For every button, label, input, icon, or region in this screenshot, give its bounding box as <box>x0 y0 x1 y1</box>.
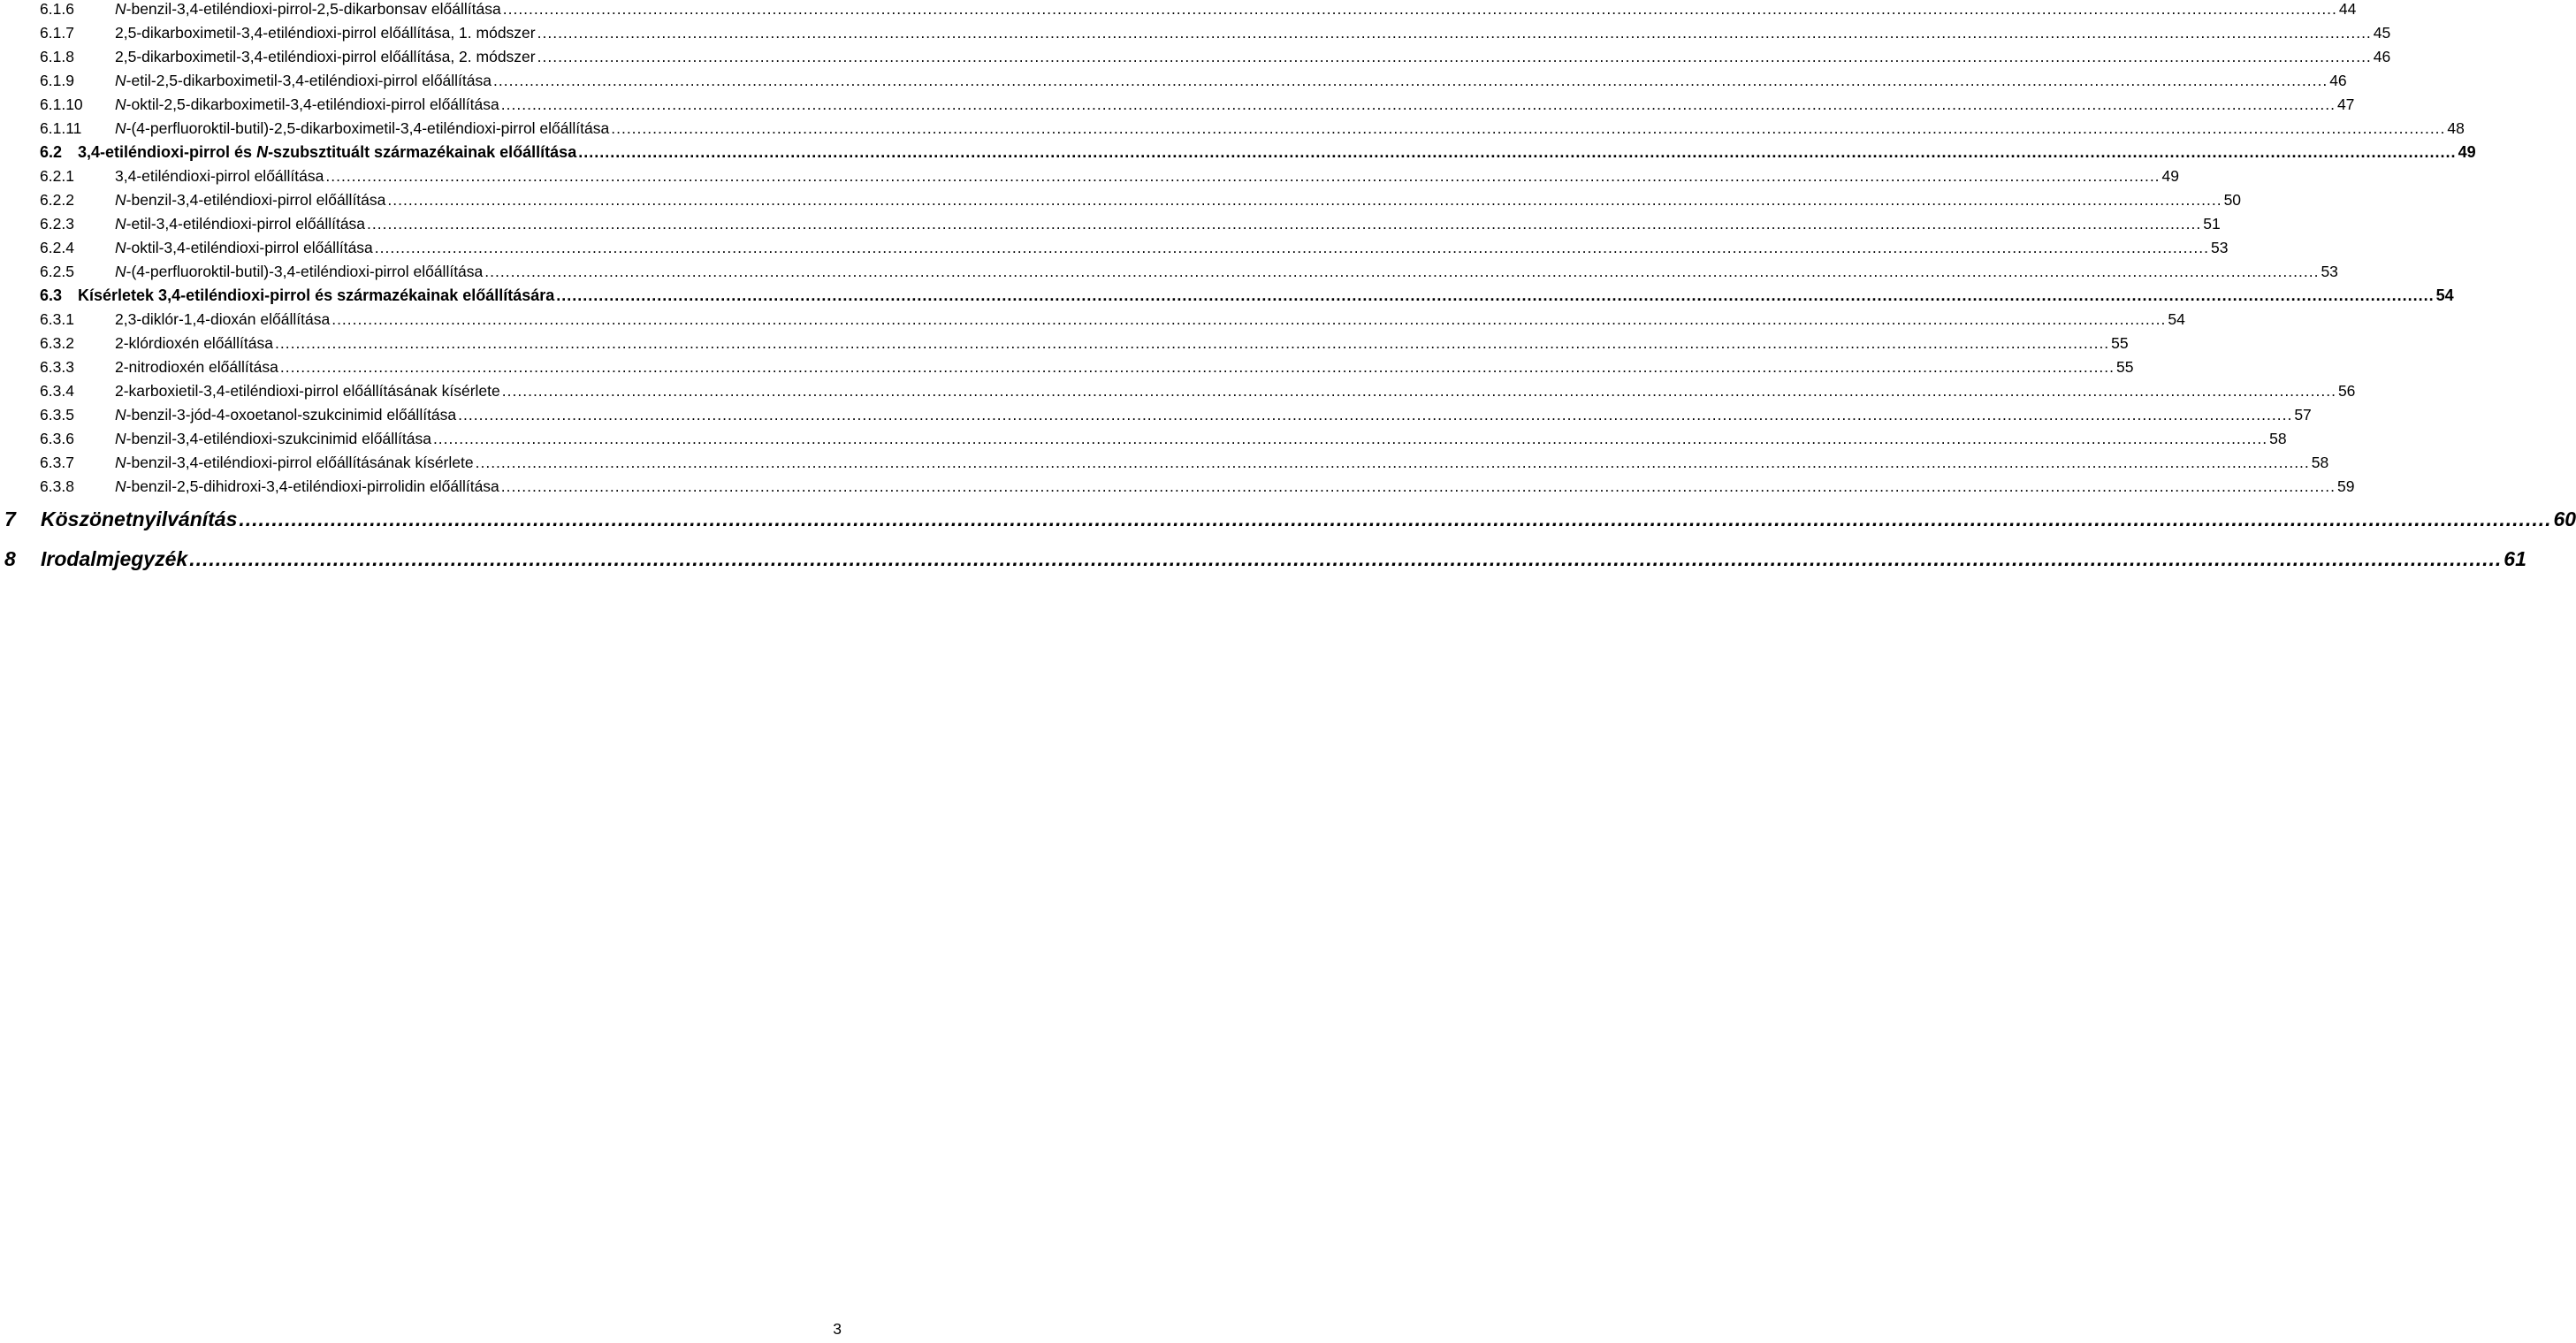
toc-entry-title: N-etil-2,5-dikarboximetil-3,4-etiléndioxi-pirrol előállítása <box>115 72 492 89</box>
dot-leader <box>484 263 2319 281</box>
toc-entry-page: 46 <box>2329 72 2347 89</box>
toc-entry-6-3-3[interactable] <box>0 358 2134 382</box>
toc-entry-6-3-6[interactable] <box>0 430 2287 454</box>
toc-entry-page: 53 <box>2321 263 2338 280</box>
toc-entry-page: 50 <box>2223 191 2242 209</box>
toc-entry-6-3-4[interactable] <box>0 382 2356 406</box>
toc-entry-6-1-10[interactable] <box>0 95 2355 119</box>
toc-entry-6-2-4[interactable] <box>0 239 2229 263</box>
toc-entry-page: 49 <box>2458 143 2476 161</box>
toc-entry-number: 6.1.9 <box>40 72 74 89</box>
toc-entry-7[interactable] <box>0 507 2576 538</box>
dot-leader <box>611 119 2445 138</box>
dot-leader <box>556 286 2434 305</box>
toc-entry-title: N-benzil-3,4-etiléndioxi-pirrol előállítása <box>115 191 386 209</box>
dot-leader <box>537 24 2372 42</box>
toc-entry-6-2[interactable] <box>0 143 2476 167</box>
toc-entry-title: Köszönetnyilvánítás <box>41 507 238 530</box>
toc-entry-title: N-oktil-2,5-dikarboximetil-3,4-etiléndioxi-pirrol előállítása <box>115 95 499 113</box>
dot-leader <box>501 95 2336 114</box>
toc-entry-number: 6.2.2 <box>40 191 74 209</box>
toc-entry-page: 49 <box>2161 167 2180 185</box>
toc-entry-title: 3,4-etiléndioxi-pirrol és N-szubsztituált származékainak előállítása <box>78 143 577 161</box>
toc-entry-page: 60 <box>2553 507 2576 530</box>
toc-entry-6-1-11[interactable] <box>0 119 2465 143</box>
dot-leader <box>502 382 2336 401</box>
toc-entry-6-1-7[interactable] <box>0 24 2391 48</box>
toc-entry-page: 53 <box>2210 239 2229 256</box>
toc-entry-page: 58 <box>2311 454 2329 471</box>
toc-entry-title: 2-karboxietil-3,4-etiléndioxi-pirrol előállításának kísérlete <box>115 382 500 400</box>
toc-entry-title: N-(4-perfluoroktil-butil)-3,4-etiléndioxi-pirrol előállítása <box>115 263 484 280</box>
toc-entry-title: 2-klórdioxén előállítása <box>115 334 273 352</box>
toc-entry-title: 2,5-dikarboximetil-3,4-etiléndioxi-pirrol előállítása, 1. módszer <box>115 24 536 42</box>
toc-entry-number: 6.3 <box>40 286 63 304</box>
toc-entry-number: 6.2.4 <box>40 239 74 256</box>
toc-entry-title: 2-nitrodioxén előállítása <box>115 358 278 376</box>
toc-entry-title: 3,4-etiléndioxi-pirrol előállítása <box>115 167 324 185</box>
toc-entry-6-3-7[interactable] <box>0 454 2329 477</box>
toc-entry-number: 6.3.2 <box>40 334 74 352</box>
toc-entry-page: 55 <box>2116 358 2134 376</box>
dot-leader <box>387 191 2222 210</box>
toc-entry-title: Irodalmjegyzék <box>41 547 188 570</box>
toc-entry-number: 6.1.7 <box>40 24 74 42</box>
toc-entry-title: 2,3-diklór-1,4-dioxán előállítása <box>115 310 331 328</box>
dot-leader <box>280 358 2115 377</box>
toc-entry-8[interactable] <box>0 547 2526 578</box>
dot-leader <box>493 72 2328 90</box>
dot-leader <box>189 547 2502 571</box>
toc-entry-6-2-2[interactable] <box>0 191 2242 215</box>
toc-entry-number: 6.2 <box>40 143 63 161</box>
dot-leader <box>503 0 2337 19</box>
toc-entry-title: 2,5-dikarboximetil-3,4-etiléndioxi-pirrol előállítása, 2. módszer <box>115 48 536 65</box>
toc-entry-6-3-5[interactable] <box>0 406 2312 430</box>
toc-entry-page: 59 <box>2336 477 2355 495</box>
table-of-contents <box>0 0 2576 578</box>
toc-entry-number: 6.1.11 <box>40 119 82 137</box>
dot-leader <box>458 406 2292 424</box>
toc-entry-number: 6.1.8 <box>40 48 74 65</box>
toc-entry-number: 8 <box>4 547 16 570</box>
dot-leader <box>501 477 2336 496</box>
toc-entry-6-1-9[interactable] <box>0 72 2347 95</box>
toc-entry-number: 6.3.6 <box>40 430 74 447</box>
toc-entry-number: 6.3.8 <box>40 477 74 495</box>
toc-entry-page: 46 <box>2373 48 2391 65</box>
dot-leader <box>239 507 2551 531</box>
toc-entry-title: N-benzil-2,5-dihidroxi-3,4-etiléndioxi-pirrolidin előállítása <box>115 477 499 495</box>
toc-entry-page: 54 <box>2168 310 2185 328</box>
toc-entry-title: Kísérletek 3,4-etiléndioxi-pirrol és származékainak előállítására <box>78 286 555 304</box>
dot-leader <box>367 215 2201 233</box>
toc-entry-page: 48 <box>2447 119 2465 137</box>
dot-leader <box>433 430 2267 448</box>
spacer <box>0 538 849 547</box>
toc-entry-page: 55 <box>2111 334 2129 352</box>
toc-entry-number: 6.3.1 <box>40 310 74 328</box>
page-number: 3 <box>833 1320 842 1338</box>
toc-entry-page: 47 <box>2336 95 2355 113</box>
toc-entry-number: 6.3.7 <box>40 454 74 471</box>
dot-leader <box>275 334 2109 353</box>
dot-leader <box>332 310 2166 329</box>
dot-leader <box>537 48 2372 66</box>
toc-entry-title: N-benzil-3,4-etiléndioxi-pirrol-2,5-dikarbonsav előállítása <box>115 0 501 18</box>
dot-leader <box>325 167 2160 186</box>
toc-entry-title: N-(4-perfluoroktil-butil)-2,5-dikarboximetil-3,4-etiléndioxi-pirrol előállítása <box>115 119 610 137</box>
toc-entry-6-3[interactable] <box>0 286 2454 310</box>
toc-entry-page: 56 <box>2337 382 2356 400</box>
toc-entry-page: 44 <box>2338 0 2357 18</box>
toc-entry-number: 6.3.4 <box>40 382 74 400</box>
toc-entry-6-2-1[interactable] <box>0 167 2180 191</box>
dot-leader <box>375 239 2209 257</box>
toc-entry-number: 6.2.3 <box>40 215 74 233</box>
spacer <box>0 501 849 507</box>
toc-entry-page: 54 <box>2435 286 2454 304</box>
toc-entry-page: 61 <box>2504 547 2526 570</box>
toc-entry-page: 58 <box>2269 430 2287 447</box>
toc-entry-page: 57 <box>2294 406 2312 424</box>
toc-entry-number: 6.3.5 <box>40 406 74 424</box>
toc-entry-6-3-2[interactable] <box>0 334 2129 358</box>
toc-entry-number: 6.2.5 <box>40 263 74 280</box>
toc-entry-number: 6.2.1 <box>40 167 74 185</box>
dot-leader <box>578 143 2456 162</box>
toc-entry-title: N-benzil-3-jód-4-oxoetanol-szukcinimid előállítása <box>115 406 457 424</box>
toc-entry-page: 51 <box>2203 215 2221 233</box>
toc-entry-title: N-benzil-3,4-etiléndioxi-szukcinimid előállítása <box>115 430 431 447</box>
dot-leader <box>476 454 2310 472</box>
toc-entry-number: 6.3.3 <box>40 358 74 376</box>
toc-entry-6-3-8[interactable] <box>0 477 2355 501</box>
toc-entry-title: N-benzil-3,4-etiléndioxi-pirrol előállításának kísérlete <box>115 454 474 471</box>
toc-entry-6-1-6[interactable] <box>0 0 2357 24</box>
toc-entry-6-2-3[interactable] <box>0 215 2221 239</box>
toc-entry-number: 6.1.10 <box>40 95 83 113</box>
toc-entry-6-3-1[interactable] <box>0 310 2185 334</box>
toc-entry-6-1-8[interactable] <box>0 48 2391 72</box>
toc-entry-title: N-etil-3,4-etiléndioxi-pirrol előállítása <box>115 215 366 233</box>
toc-entry-title: N-oktil-3,4-etiléndioxi-pirrol előállítása <box>115 239 373 256</box>
toc-entry-number: 7 <box>4 507 16 530</box>
toc-entry-page: 45 <box>2373 24 2391 42</box>
toc-entry-number: 6.1.6 <box>40 0 74 18</box>
toc-entry-6-2-5[interactable] <box>0 263 2338 286</box>
